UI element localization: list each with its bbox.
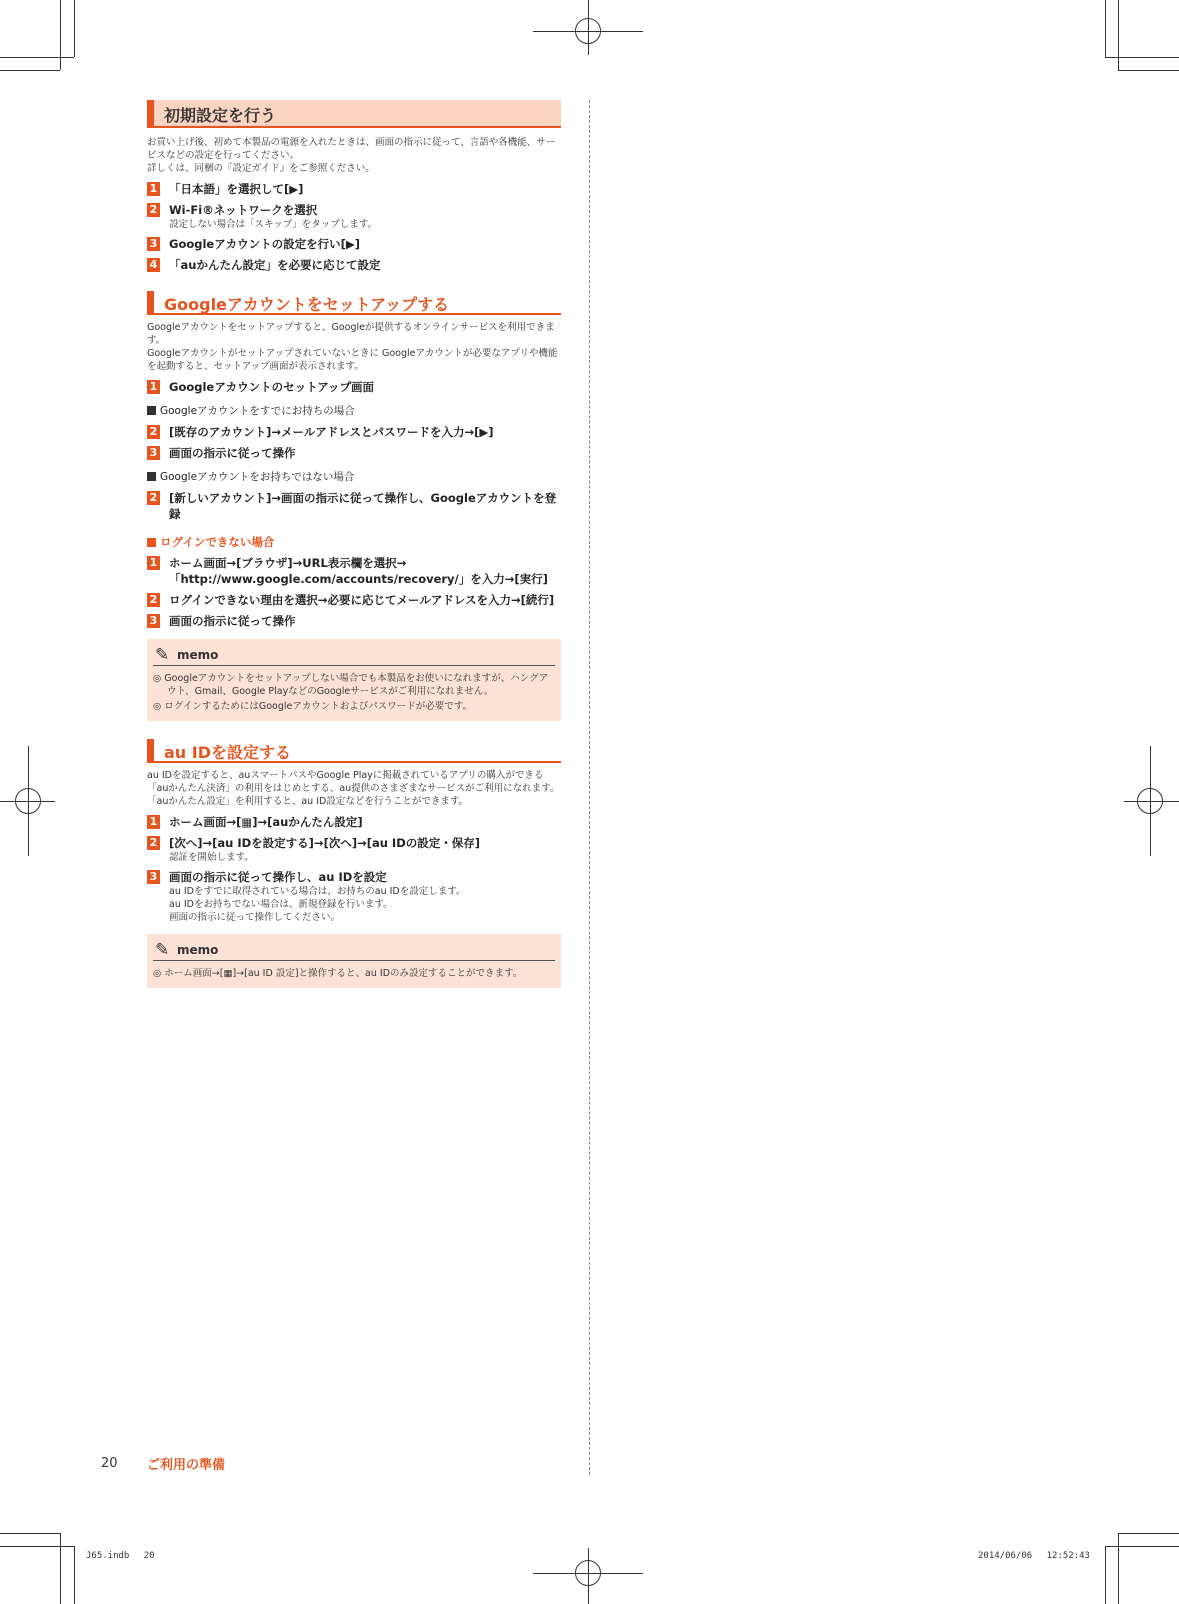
step-number: 2 — [147, 491, 160, 505]
step — [147, 835, 561, 864]
main-column — [147, 100, 561, 998]
step-note: au IDをお持ちでない場合は、新規登録を行います。 — [169, 899, 393, 910]
memo-item: ◎ Googleアカウントをセットアップしない場合でも本製品をお使いになれますが、ハングアウト、Gmail、Google PlayなどのGoogleサービスがご利用になれません。 — [153, 673, 549, 697]
step-number: 2 — [147, 836, 160, 850]
subsection-heading — [147, 534, 561, 550]
crop-mark — [1105, 1546, 1106, 1604]
crop-mark — [1118, 1533, 1119, 1604]
crop-mark — [0, 1533, 60, 1534]
step — [147, 424, 561, 440]
step — [147, 814, 561, 830]
intro-text: 詳しくは、同梱の『設定ガイド』をご参照ください。 — [147, 163, 375, 174]
memo-header — [153, 940, 555, 961]
section-heading — [147, 100, 561, 128]
registration-mark — [15, 788, 41, 814]
crop-mark — [1118, 70, 1179, 71]
memo-item: ◎ ホーム画面→[▦]→[au ID 設定]と操作すると、au IDのみ設定することができます。 — [153, 968, 523, 979]
column-divider — [589, 100, 590, 1475]
step-number: 3 — [147, 870, 160, 884]
crop-mark — [0, 1546, 74, 1547]
step — [147, 257, 561, 273]
step-text: ホーム画面→[▦]→[auかんたん設定] — [169, 815, 363, 829]
crop-mark — [1118, 0, 1119, 70]
step-text: ホーム画面→[ブラウザ]→URL表示欄を選択→「http://www.google.com/accounts/recovery/」を入力→[実行] — [169, 556, 548, 586]
step-text: Wi-Fi®ネットワークを選択 — [169, 203, 318, 217]
print-timestamp: 2014/06/06 12:52:43 — [978, 1551, 1090, 1561]
square-bullet-icon — [147, 472, 156, 481]
step-text: [既存のアカウント]→メールアドレスとパスワードを入力→[▶] — [169, 425, 494, 439]
section-intro — [147, 769, 561, 808]
section-intro — [147, 136, 561, 175]
intro-text: お買い上げ後、初めて本製品の電源を入れたときは、画面の指示に従って、言語や各機能、サービスなどの設定を行ってください。 — [147, 137, 556, 161]
memo-header — [153, 645, 555, 666]
step-text: 画面の指示に従って操作 — [169, 446, 296, 460]
step — [147, 181, 561, 197]
crop-mark — [0, 57, 74, 58]
section-heading — [147, 291, 561, 315]
square-bullet-icon — [147, 406, 156, 415]
crop-mark — [74, 1546, 75, 1604]
step-text: ログインできない理由を選択→必要に応じてメールアドレスを入力→[続行] — [169, 593, 555, 607]
file-info: J65.indb 20 — [86, 1551, 155, 1561]
step-number: 1 — [147, 815, 160, 829]
crop-mark — [74, 0, 75, 57]
section-heading — [147, 739, 561, 763]
step-text: 画面の指示に従って操作し、au IDを設定 — [169, 870, 387, 884]
step — [147, 445, 561, 461]
intro-text: au IDを設定すると、auスマートパスやGoogle Playに掲載されているアプリの購入ができる「auかんたん決済」の利用をはじめとする、au提供のさまざまなサービスがご利用になれます。 — [147, 770, 560, 794]
registration-mark — [575, 18, 601, 44]
intro-text: Googleアカウントがセットアップされていないときに Googleアカウントが必要なアプリや機能を起動すると、セットアップ画面が表示されます。 — [147, 348, 558, 372]
step-number: 1 — [147, 556, 160, 570]
registration-mark — [1137, 788, 1163, 814]
case-heading — [147, 403, 561, 419]
crop-mark — [0, 70, 60, 71]
subsection-title: ログインできない場合 — [160, 535, 275, 549]
section-name: ご利用の準備 — [147, 1458, 226, 1473]
step-text: [次へ]→[au IDを設定する]→[次へ]→[au IDの設定・保存] — [169, 836, 481, 850]
step — [147, 236, 561, 252]
step-text: 「日本語」を選択して[▶] — [169, 182, 304, 196]
step-number: 2 — [147, 593, 160, 607]
step — [147, 869, 561, 924]
memo-box — [147, 639, 561, 721]
memo-label: memo — [177, 648, 219, 662]
section-title: 初期設定を行う — [164, 106, 277, 125]
crop-mark — [60, 0, 61, 70]
step — [147, 379, 561, 395]
section-title: au IDを設定する — [164, 743, 291, 762]
step-note: 画面の指示に従って操作してください。 — [169, 912, 341, 923]
memo-item: ◎ ログインするためにはGoogleアカウントおよびパスワードが必要です。 — [153, 701, 472, 712]
memo-box — [147, 934, 561, 988]
case-heading — [147, 469, 561, 485]
step — [147, 613, 561, 629]
step-number: 3 — [147, 446, 160, 460]
case-text: Googleアカウントをお持ちではない場合 — [160, 471, 355, 483]
step — [147, 202, 561, 231]
step-text: [新しいアカウント]→画面の指示に従って操作し、Googleアカウントを登録 — [169, 491, 557, 521]
pencil-icon: ✎ — [155, 645, 170, 665]
pencil-icon: ✎ — [155, 940, 170, 960]
step-number: 1 — [147, 380, 160, 394]
crop-mark — [1118, 1533, 1179, 1534]
page-number: 20 — [101, 1456, 118, 1471]
step-number: 1 — [147, 182, 160, 196]
step-text: 画面の指示に従って操作 — [169, 614, 296, 628]
memo-label: memo — [177, 943, 219, 957]
square-bullet-icon — [147, 538, 156, 547]
step — [147, 555, 561, 587]
step-note: 認証を開始します。 — [169, 852, 254, 863]
step-number: 2 — [147, 425, 160, 439]
section-title: Googleアカウントをセットアップする — [164, 295, 450, 314]
crop-mark — [60, 1533, 61, 1604]
step — [147, 490, 561, 522]
step-number: 2 — [147, 203, 160, 217]
registration-mark — [575, 1560, 601, 1586]
intro-text: Googleアカウントをセットアップすると、Googleが提供するオンラインサービスを利用できます。 — [147, 322, 555, 346]
step-number: 3 — [147, 614, 160, 628]
step-note: au IDをすでに取得されている場合は、お持ちのau IDを設定します。 — [169, 886, 466, 897]
crop-mark — [1105, 1546, 1179, 1547]
step-note: 設定しない場合は「スキップ」をタップします。 — [169, 219, 378, 230]
crop-mark — [1105, 0, 1106, 57]
step-text: 「auかんたん設定」を必要に応じて設定 — [169, 258, 381, 272]
step — [147, 592, 561, 608]
intro-text: 「auかんたん設定」を利用すると、au ID設定などを行うことができます。 — [147, 796, 469, 807]
section-intro — [147, 321, 561, 373]
case-text: Googleアカウントをすでにお持ちの場合 — [160, 405, 355, 417]
crop-mark — [1105, 57, 1179, 58]
step-text: Googleアカウントのセットアップ画面 — [169, 380, 374, 394]
step-text: Googleアカウントの設定を行い[▶] — [169, 237, 360, 251]
step-number: 4 — [147, 258, 160, 272]
step-number: 3 — [147, 237, 160, 251]
